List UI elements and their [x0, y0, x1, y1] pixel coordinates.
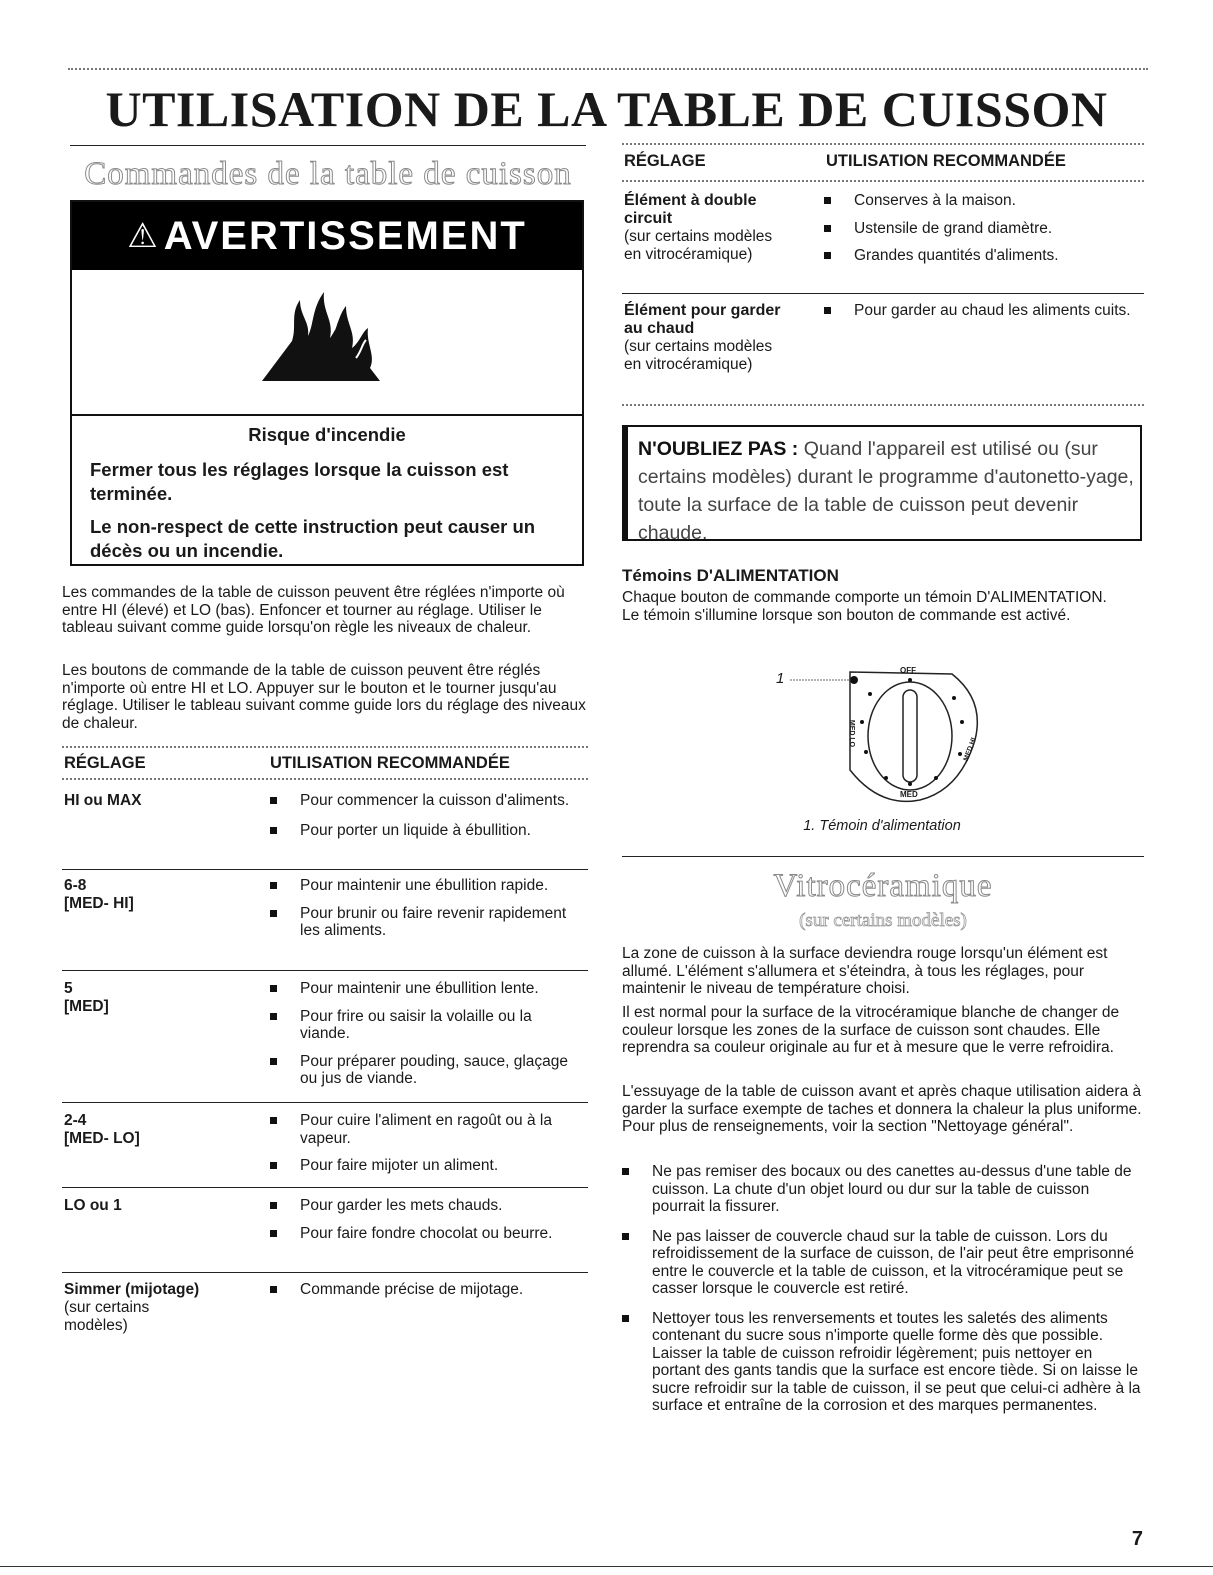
- list-item: Pour garder au chaud les aliments cuits.: [824, 302, 1144, 320]
- warning-line-1: Fermer tous les réglages lorsque la cuisson est terminée.: [90, 459, 509, 504]
- temoins-text: Chaque bouton de commande comporte un témoin D'ALIMENTATION. Le témoin s'illumine lorsque son bouton de commande est activé.: [622, 589, 1107, 624]
- temoins-heading: Témoins D'ALIMENTATION: [622, 566, 839, 585]
- left-table-col1-header: RÉGLAGE: [64, 754, 146, 772]
- table-row: [64, 1112, 588, 1174]
- warning-banner: [72, 202, 582, 270]
- list-item: Pour brunir ou faire revenir rapidement les aliments.: [270, 905, 570, 940]
- row-divider: [62, 1272, 588, 1273]
- row-divider: [62, 1187, 588, 1188]
- vitro-paragraph-2: Il est normal pour la surface de la vitrocéramique blanche de changer de couleur lorsque les zones de la surface de cuisson sont chaudes. Elle reprendra sa couleur originale au fur et à mesure que le verre refroidira.: [622, 1004, 1120, 1056]
- fire-hazard-flames-icon: [252, 286, 402, 386]
- knob-off-label: OFF: [900, 666, 916, 675]
- bottom-rule: [0, 1566, 1213, 1567]
- row-setting-sub: (sur certains modèles en vitrocéramique): [624, 338, 773, 373]
- row-setting-label-2: [MED- HI]: [64, 895, 134, 912]
- list-item: Pour commencer la cuisson d'aliments.: [270, 792, 570, 810]
- intro-paragraph-2: Les boutons de commande de la table de cuisson peuvent être réglés n'importe où entre HI et LO. Appuyer sur le bouton et le tourner jusqu'au réglage. Utiliser le tableau suivant comme guide lors du réglage des niveaux de chaleur.: [62, 662, 586, 732]
- warning-line-2: Le non-respect de cette instruction peut causer un décès ou un incendie.: [90, 516, 536, 561]
- row-setting-label: Élément à double circuit: [624, 192, 757, 227]
- row-divider: [622, 293, 1144, 294]
- notice-lead: N'OUBLIEZ PAS :: [638, 438, 799, 460]
- list-item: Grandes quantités d'aliments.: [824, 247, 1144, 265]
- right-table-bottom-rule: [622, 404, 1144, 406]
- list-item: Nettoyer tous les renversements et toutes les saletés des aliments contenant du sucre sous n'importe quelle forme dès que possible. Laisser la table de cuisson refroidir légèrement; puis nettoyer en portant des gants tandis que la surface est encore tiède. Si on laisse le sucre refroidir sur la table de cuisson, il se peut que celui-ci adhère à la surface et entraîne de la corrosion et des marques permanentes.: [622, 1310, 1144, 1415]
- notice-text: Quand l'appareil est utilisé ou (sur certains modèles) durant le programme d'autonetto-yage, toute la surface de la table de cuisson peut devenir chaude.: [638, 438, 1134, 544]
- row-setting-sub: (sur certains modèles en vitrocéramique): [624, 228, 773, 263]
- intro-paragraph-1: Les commandes de la table de cuisson peuvent être réglées n'importe où entre HI (élevé) et LO (bas). Enfoncer et tourner au réglage. Utiliser le tableau suivant comme guide lorsqu'on règle les niveaux de chaleur.: [62, 584, 565, 636]
- warning-triangle-icon: ⚠: [127, 217, 160, 255]
- row-setting-label: 6-8: [64, 877, 87, 894]
- row-divider: [62, 869, 588, 870]
- row-setting-label: Élément pour garder au chaud: [624, 302, 781, 337]
- control-knob-illustration: [770, 660, 990, 810]
- list-item: Ustensile de grand diamètre.: [824, 220, 1144, 238]
- table-row: [64, 792, 588, 839]
- left-table-header-rule: [62, 778, 588, 780]
- left-table-col2-header: UTILISATION RECOMMANDÉE: [270, 754, 510, 772]
- page-number: 7: [1131, 1528, 1143, 1550]
- section-heading-commandes: Commandes de la table de cuisson: [84, 156, 572, 192]
- list-item: Pour porter un liquide à ébullition.: [270, 822, 570, 840]
- right-table-col2-header: UTILISATION RECOMMANDÉE: [826, 152, 1066, 170]
- list-item: Ne pas remiser des bocaux ou des canettes au-dessus d'une table de cuisson. La chute d'un objet lourd ou dur sur la table de cuisson pourrait la fissurer.: [622, 1163, 1144, 1216]
- row-setting-label: Simmer (mijotage): [64, 1281, 200, 1298]
- knob-medlo-label: MED LO: [848, 719, 856, 748]
- right-table-col1-header: RÉGLAGE: [624, 152, 706, 170]
- list-item: Pour cuire l'aliment en ragoût ou à la vapeur.: [270, 1112, 570, 1147]
- table-row: [624, 192, 1144, 263]
- list-item: Conserves à la maison.: [824, 192, 1144, 210]
- row-setting-label-2: [MED]: [64, 998, 109, 1015]
- callout-number: 1: [776, 670, 785, 687]
- row-divider: [62, 1102, 588, 1103]
- figure-caption: 1. Témoin d'alimentation: [803, 818, 961, 834]
- table-row: [64, 877, 588, 939]
- list-item: Commande précise de mijotage.: [270, 1281, 570, 1299]
- warning-banner-text: AVERTISSEMENT: [163, 213, 527, 258]
- vitro-paragraph-3: L'essuyage de la table de cuisson avant et après chaque utilisation aidera à garder la surface exempte de taches et donnera la chaleur la plus uniforme. Pour plus de renseignements, voir la section "Nettoyage général".: [622, 1083, 1142, 1135]
- right-table-header-rule: [622, 180, 1144, 182]
- row-setting-label: 5: [64, 980, 73, 997]
- row-setting-label: LO ou 1: [64, 1197, 122, 1214]
- section-subheading-vitro: (sur certains modèles): [799, 910, 967, 931]
- notice-box: [622, 425, 1142, 544]
- knob-medhi-label: MED HI: [962, 736, 978, 763]
- list-item: Pour faire mijoter un aliment.: [270, 1157, 570, 1175]
- list-item: Pour garder les mets chauds.: [270, 1197, 570, 1215]
- right-table-top-rule: [622, 143, 1144, 145]
- warning-divider: [72, 414, 582, 416]
- row-setting-label: 2-4: [64, 1112, 87, 1129]
- knob-med-label: MED: [900, 790, 918, 799]
- row-setting-sub: (sur certains modèles): [64, 1299, 150, 1334]
- left-table-top-rule: [62, 746, 588, 748]
- table-row: [64, 1197, 588, 1242]
- top-rule: [68, 68, 1148, 70]
- list-item: Ne pas laisser de couvercle chaud sur la table de cuisson. Lors du refroidissement de la surface de cuisson, de l'air peut être emprisonné entre le couvercle et la table de cuisson, et la vitrocéramique peut se casser lorsque le couvercle est retiré.: [622, 1228, 1144, 1298]
- list-item: Pour maintenir une ébullition rapide.: [270, 877, 570, 895]
- table-row: [64, 980, 588, 1087]
- list-item: Pour faire fondre chocolat ou beurre.: [270, 1225, 570, 1243]
- row-setting-label-2: [MED- LO]: [64, 1130, 140, 1147]
- vitro-paragraph-1: La zone de cuisson à la surface deviendra rouge lorsqu'un élément est allumé. L'élément s'allumera et s'éteindra, à tous les réglages, pour maintenir le niveau de température choisi.: [622, 945, 1108, 997]
- row-setting-label: HI ou MAX: [64, 792, 142, 809]
- row-divider: [62, 970, 588, 971]
- vitro-rule: [622, 856, 1144, 857]
- list-item: Pour préparer pouding, sauce, glaçage ou jus de viande.: [270, 1053, 570, 1088]
- table-row: [624, 302, 1144, 373]
- list-item: Pour maintenir une ébullition lente.: [270, 980, 570, 998]
- table-row: [64, 1281, 588, 1334]
- section-heading-vitro: Vitrocéramique: [773, 868, 993, 904]
- warning-box: [70, 200, 584, 566]
- left-heading-rule: [70, 145, 586, 146]
- list-item: Pour frire ou saisir la volaille ou la viande.: [270, 1008, 570, 1043]
- page-title: UTILISATION DE LA TABLE DE CUISSON: [105, 81, 1108, 137]
- hazard-title: Risque d'incendie: [248, 424, 406, 445]
